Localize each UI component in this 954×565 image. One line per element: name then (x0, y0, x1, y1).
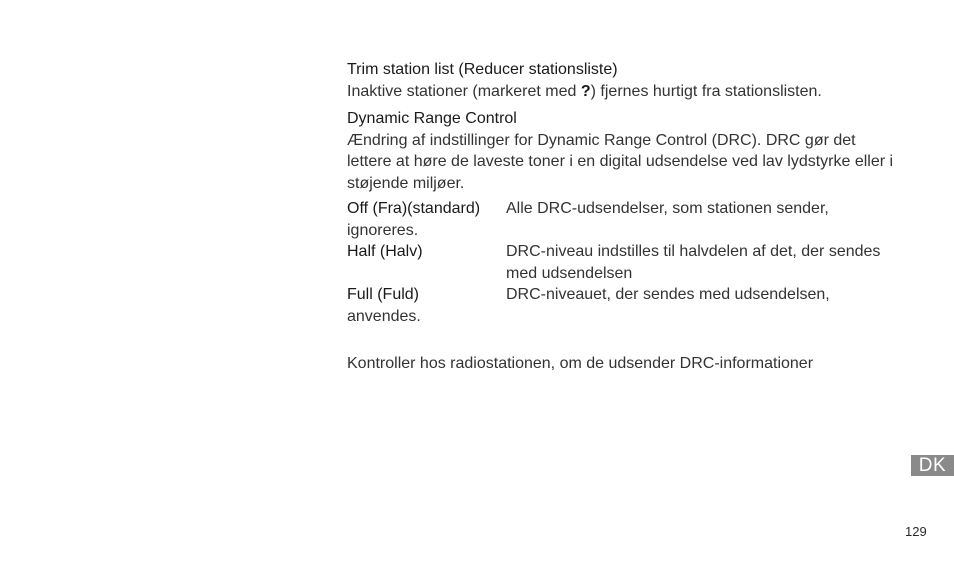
question-mark-symbol: ? (580, 82, 591, 100)
drc-option-cont: anvendes. (347, 307, 421, 325)
trim-heading: Trim station list (Reducer stationsliste) (347, 61, 618, 78)
drc-description: Ændring af indstillinger for Dynamic Range Control (DRC). DRC gør det lettere at høre de laveste toner i en digital udsendelse ved lav lydstyrke eller i støjende miljøer. (347, 131, 894, 192)
drc-option-full (347, 284, 902, 327)
drc-option-label: Full (Fuld) (347, 286, 420, 303)
drc-option-desc: Alle DRC-udsendelser, som stationen sender, (506, 200, 829, 217)
page-number: 129 (905, 524, 927, 539)
drc-option-half (347, 241, 902, 284)
main-content (347, 59, 902, 327)
trim-text-after: ) fjernes hurtigt fra stationslisten. (590, 82, 822, 100)
drc-option-desc: DRC-niveauet, der sendes med udsendelsen, (506, 286, 830, 303)
trim-description (347, 81, 902, 103)
drc-option-cont: ignoreres. (347, 221, 419, 239)
drc-option-label: Half (Halv) (347, 243, 423, 260)
drc-heading: Dynamic Range Control (347, 110, 517, 127)
drc-option-desc: DRC-niveau indstilles til halvdelen af det, der sendes med udsendelsen (506, 243, 881, 282)
drc-option-off (347, 198, 902, 241)
drc-note: Kontroller hos radiostationen, om de udsender DRC-informationer (347, 355, 814, 372)
language-tab: DK (911, 455, 954, 476)
drc-option-label: Off (Fra)(standard) (347, 200, 481, 217)
trim-text-before: Inaktive stationer (markeret med (347, 82, 581, 100)
